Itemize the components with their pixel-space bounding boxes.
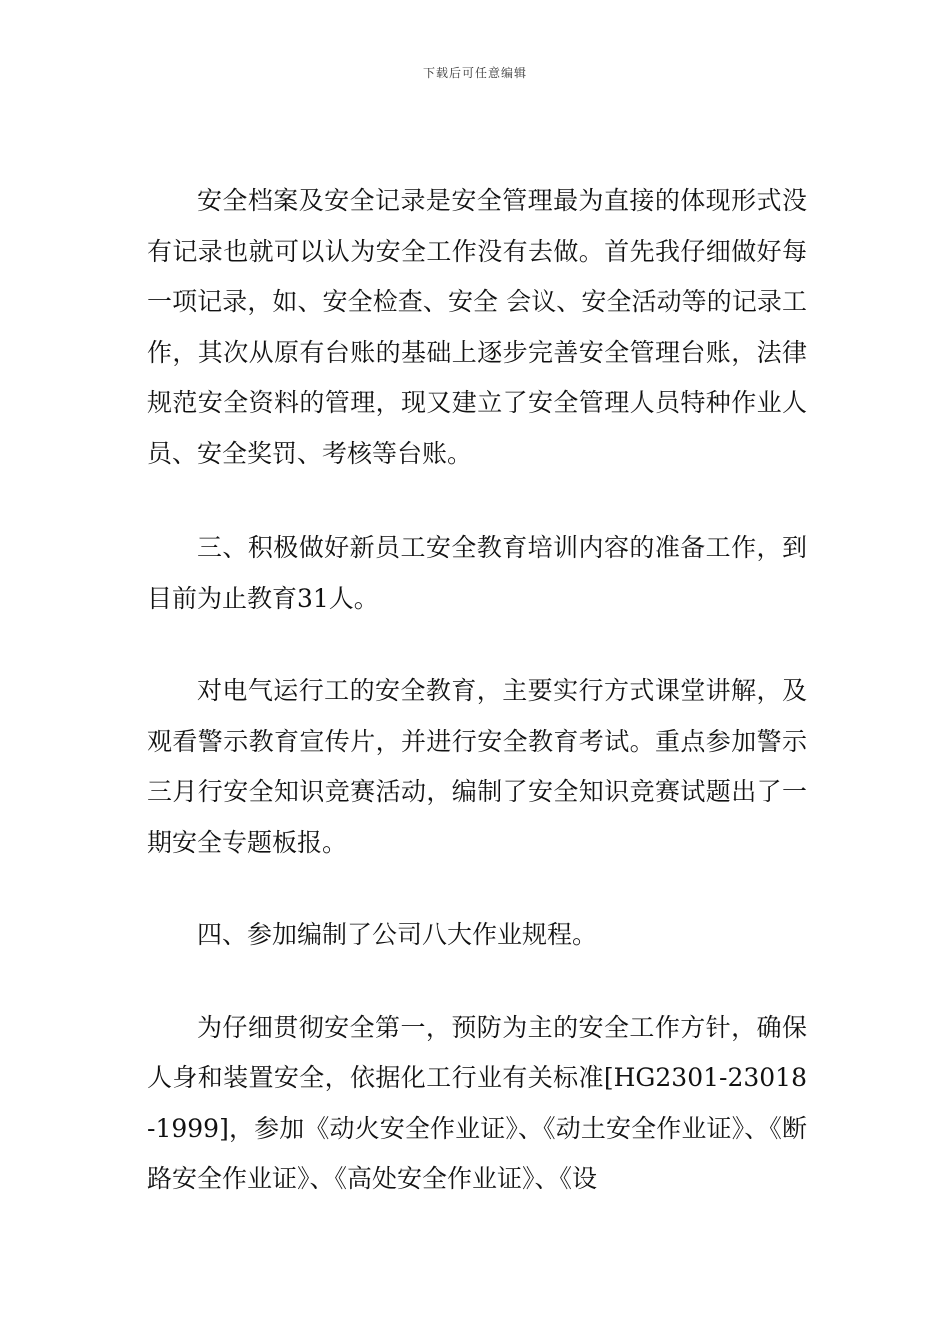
paragraph-electrical-education: 对电气运行工的安全教育，主要实行方式课堂讲解，及观看警示教育宣传片，并进行安全教育考试。重点参加警示三月行安全知识竞赛活动，编制了安全知识竞赛试题出了一期安全专题板报。: [147, 676, 807, 857]
paragraph-safety-records: 安全档案及安全记录是安全管理最为直接的体现形式没有记录也就可以认为安全工作没有去做。首先我仔细做好每一项记录，如、安全检查、安全 会议、安全活动等的记录工作，其次从原有台账的基础上逐步完善安全管理台账，法律规范安全资料的管理，现又建立了安全管理人员特种作业人员、安全奖罚、考核等台账。: [147, 186, 807, 468]
paragraph-operating-procedures: 四、参加编制了公司八大作业规程。: [197, 920, 598, 949]
paragraph-new-staff-training: 三、积极做好新员工安全教育培训内容的准备工作，到目前为止教育31人。: [147, 533, 807, 613]
document-body: [147, 176, 807, 1205]
page-header-note: 下载后可任意编辑: [422, 66, 527, 80]
paragraph-safety-policy: 为仔细贯彻安全第一，预防为主的安全工作方针，确保人身和装置安全，依据化工行业有关标准[HG2301-23018-1999]，参加《动火安全作业证》、《动土安全作业证》、《断路安全作业证》、《高处安全作业证》、《设: [147, 1012, 807, 1193]
